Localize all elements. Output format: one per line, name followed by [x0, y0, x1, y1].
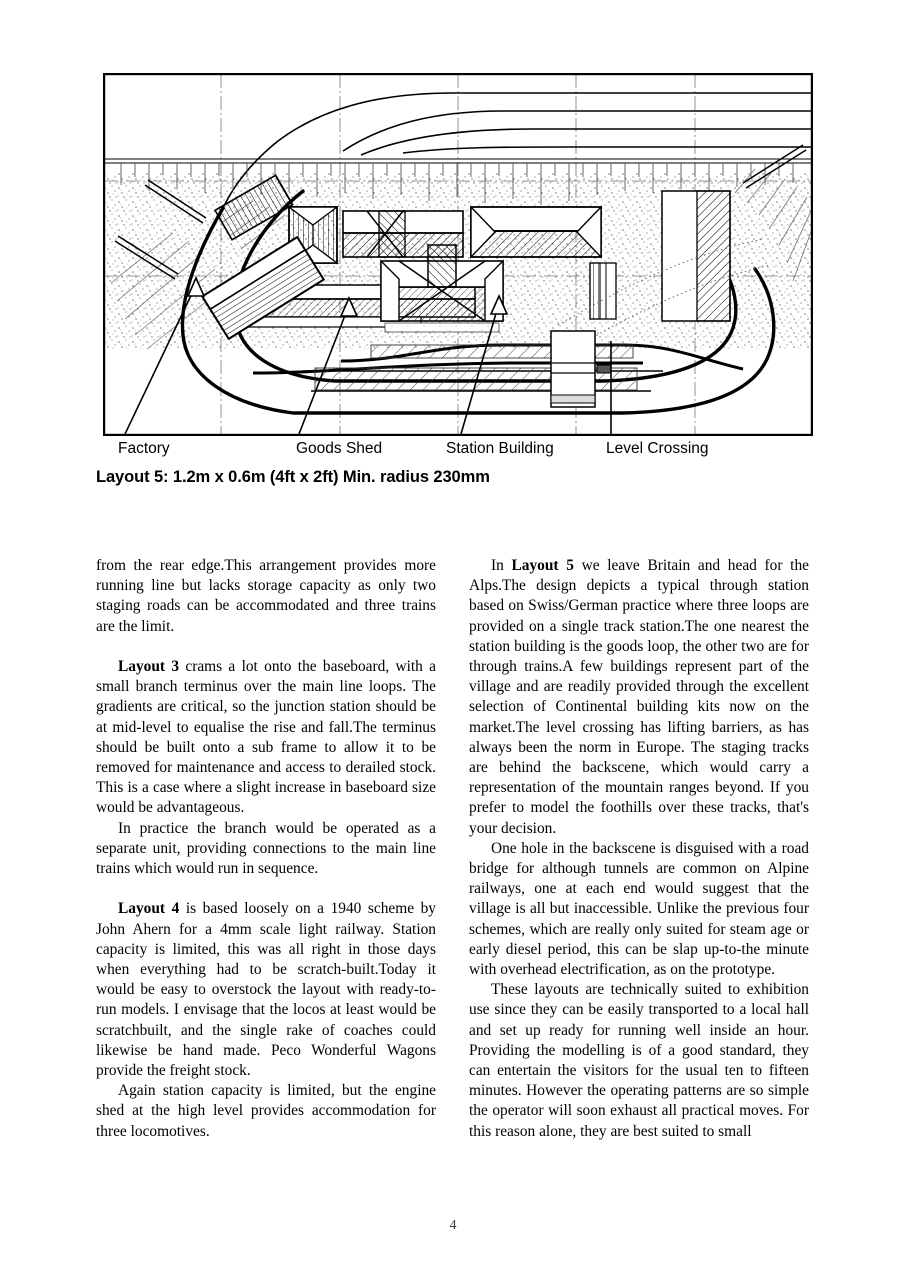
- paragraph: [469, 980, 809, 1142]
- text-run: we leave Britain and head for the Alps.The design depicts a typical through station based on Swiss/German practice where three loops are provided on a single track station.The one nearest the station building is the goods loop, the other two are for through trains.A few buildings represent part of the village and are readily provided through the excellent selection of Continental building kits now on the market.The level crossing has lifting barriers, as has always been the norm in Europe. The staging tracks are behind the backscene, which would carry a representation of the mountain ranges beyond. If you prefer to model the foothills over these tracks, that's your decision.: [469, 557, 809, 837]
- text-column-left: [96, 556, 436, 1176]
- article-body: [96, 556, 810, 1176]
- paragraph: [96, 899, 436, 1081]
- text-run: In: [491, 557, 512, 574]
- text-run: from the rear edge.This arrangement provides more running line but lacks storage capacity as only two staging roads can be accommodated and three trains are the limit.: [96, 557, 436, 635]
- text-run: One hole in the backscene is disguised with a road bridge for although tunnels are common on Alpine railways, one at each end would suggest that the village is all but inaccessible. Unlike the previous four schemes, which are really only suited for steam age or early diesel period, this can be slap up-to-the minute with overhead electrification, as on the prototype.: [469, 839, 809, 979]
- paragraph: [469, 556, 809, 839]
- callout-label-goods-shed: Goods Shed: [296, 440, 383, 457]
- callout-label-factory: Factory: [118, 440, 170, 457]
- callout-label-station-building: Station Building: [446, 440, 554, 457]
- paragraph: [96, 556, 436, 637]
- layout-reference: Layout 4: [118, 900, 180, 918]
- text-run: is based loosely on a 1940 scheme by John Ahern for a 4mm scale light railway. Station capacity is limited, this was all right in those days when everything had to be scratch-built.Today it would be easy to overstock the layout with ready-to-run models. I envisage that the locos at least would be scratchbuilt, and the single rake of coaches could likewise be hand made. Peco Wonderful Wagons provide the freight stock.: [96, 900, 436, 1080]
- figure-caption: Layout 5: 1.2m x 0.6m (4ft x 2ft) Min. radius 230mm: [96, 468, 490, 486]
- text-run: These layouts are technically suited to exhibition use since they can be easily transported to a local hall and set up ready for running well inside an hour. Providing the modelling is of a good standard, they can entertain the visitors for the usual ten to fifteen minutes. However the operating patterns are so simple the operator will soon exhaust all practical moves. For this reason alone, they are best suited to small: [469, 981, 809, 1140]
- layout-reference: Layout 5: [511, 557, 574, 574]
- figure-callout-labels: [103, 440, 813, 464]
- track-plan-figure: [103, 73, 813, 436]
- layout-reference: Layout 3: [118, 658, 180, 675]
- text-run: In practice the branch would be operated as a separate unit, providing connections to the main line trains which would run in sequence.: [96, 819, 436, 878]
- text-run: Again station capacity is limited, but the engine shed at the high level provides accommodation for three locomotives.: [96, 1082, 436, 1140]
- page-number: 4: [449, 1218, 457, 1233]
- paragraph: [96, 657, 436, 819]
- paragraph: [469, 839, 809, 980]
- callout-label-level-crossing: Level Crossing: [606, 440, 709, 457]
- text-column-right: [469, 556, 809, 1176]
- text-run: crams a lot onto the baseboard, with a small branch terminus over the main line loops. The gradients are critical, so the junction station should be at mid-level to equalise the rise and fall.The terminus should be built onto a sub frame to allow it to be removed for maintenance and access to derailed stock. This is a case where a slight increase in baseboard size would be advantageous.: [96, 658, 436, 817]
- paragraph: [96, 1081, 436, 1142]
- paragraph: [96, 819, 436, 880]
